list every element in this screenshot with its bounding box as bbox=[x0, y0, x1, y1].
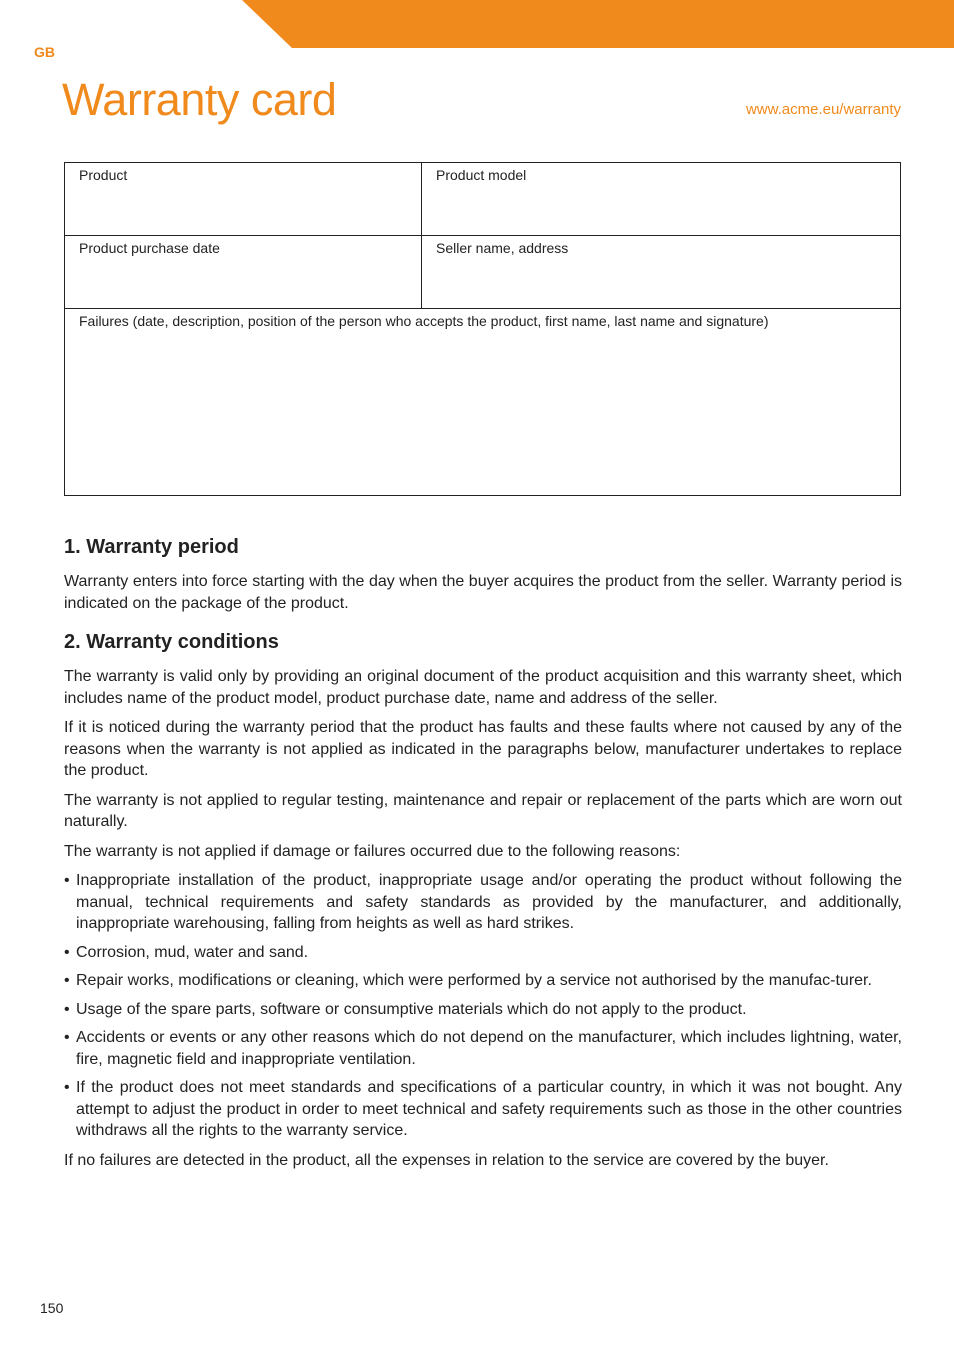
list-item bbox=[64, 1027, 902, 1070]
warranty-period-paragraph: Warranty enters into force starting with the day when the buyer acquires the product from the seller. Warranty period is indicated on the package of the product. bbox=[64, 573, 902, 612]
conditions-paragraph: If it is noticed during the warranty period that the product has faults and these faults where not caused by any of the reasons when the warranty is not applied as indicated in the paragraphs below, manufacturer undertakes to replace the product. bbox=[64, 719, 902, 779]
bullet-icon: • bbox=[64, 1000, 70, 1018]
warranty-url-link[interactable]: www.acme.eu/warranty bbox=[745, 101, 901, 118]
conditions-paragraph: The warranty is not applied to regular testing, maintenance and repair or replacement of the parts which are worn out naturally. bbox=[64, 791, 902, 830]
warranty-card-form bbox=[64, 162, 901, 496]
purchase-date-field: Product purchase date bbox=[65, 236, 422, 309]
list-item-text: Inappropriate installation of the product, inappropriate usage and/or operating the product without following the manual, technical requirements and safety standards as provided by the manufacturer, and additionally, inappropriate warehousing, falling from heights as well as hard strikes. bbox=[76, 872, 902, 932]
list-item-text: Repair works, modifications or cleaning, which were performed by a service not authorised by the manufac-turer. bbox=[76, 972, 872, 989]
form-row-product bbox=[65, 163, 901, 236]
conditions-paragraph: The warranty is valid only by providing an original document of the product acquisition and this warranty sheet, which includes name of the product model, product purchase date, name and address of the seller. bbox=[64, 668, 902, 707]
header-orange-shape bbox=[242, 0, 954, 48]
exclusions-list bbox=[64, 870, 902, 1142]
failures-field: Failures (date, description, position of the person who accepts the product, first name, last name and signature) bbox=[65, 309, 901, 496]
section-heading-warranty-conditions: 2. Warranty conditions bbox=[64, 631, 279, 653]
language-code: GB bbox=[34, 44, 55, 60]
closing-paragraph: If no failures are detected in the product, all the expenses in relation to the service are covered by the buyer. bbox=[64, 1151, 829, 1169]
page-title: Warranty card bbox=[62, 74, 337, 125]
bullet-icon: • bbox=[64, 943, 70, 961]
list-item-text: Usage of the spare parts, software or consumptive materials which do not apply to the product. bbox=[76, 1000, 747, 1018]
bullet-icon: • bbox=[64, 1079, 70, 1096]
conditions-paragraph: The warranty is not applied if damage or failures occurred due to the following reasons: bbox=[64, 842, 681, 860]
product-model-field: Product model bbox=[422, 163, 901, 236]
bullet-icon: • bbox=[64, 1029, 70, 1046]
seller-field: Seller name, address bbox=[422, 236, 901, 309]
list-item bbox=[64, 999, 902, 1021]
warranty-terms bbox=[64, 536, 902, 1179]
header-orange-band bbox=[0, 0, 954, 50]
section-heading-warranty-period: 1. Warranty period bbox=[64, 536, 239, 558]
product-field: Product bbox=[65, 163, 422, 236]
bullet-icon: • bbox=[64, 972, 70, 989]
bullet-icon: • bbox=[64, 872, 70, 889]
list-item bbox=[64, 1077, 902, 1142]
form-row-failures bbox=[65, 309, 901, 496]
list-item-text: Accidents or events or any other reasons which do not depend on the manufacturer, which includes lightning, water, fire, magnetic field and inappropriate ventilation. bbox=[76, 1029, 902, 1068]
form-row-purchase bbox=[65, 236, 901, 309]
page-number: 150 bbox=[40, 1300, 64, 1316]
list-item bbox=[64, 942, 902, 964]
list-item-text: Corrosion, mud, water and sand. bbox=[76, 943, 309, 961]
list-item-text: If the product does not meet standards and specifications of a particular country, in which it was not bought. Any attempt to adjust the product in order to meet technical and safety requirements such as those in the other countries withdraws all the rights to the warranty service. bbox=[76, 1079, 902, 1139]
list-item bbox=[64, 970, 902, 992]
list-item bbox=[64, 870, 902, 935]
